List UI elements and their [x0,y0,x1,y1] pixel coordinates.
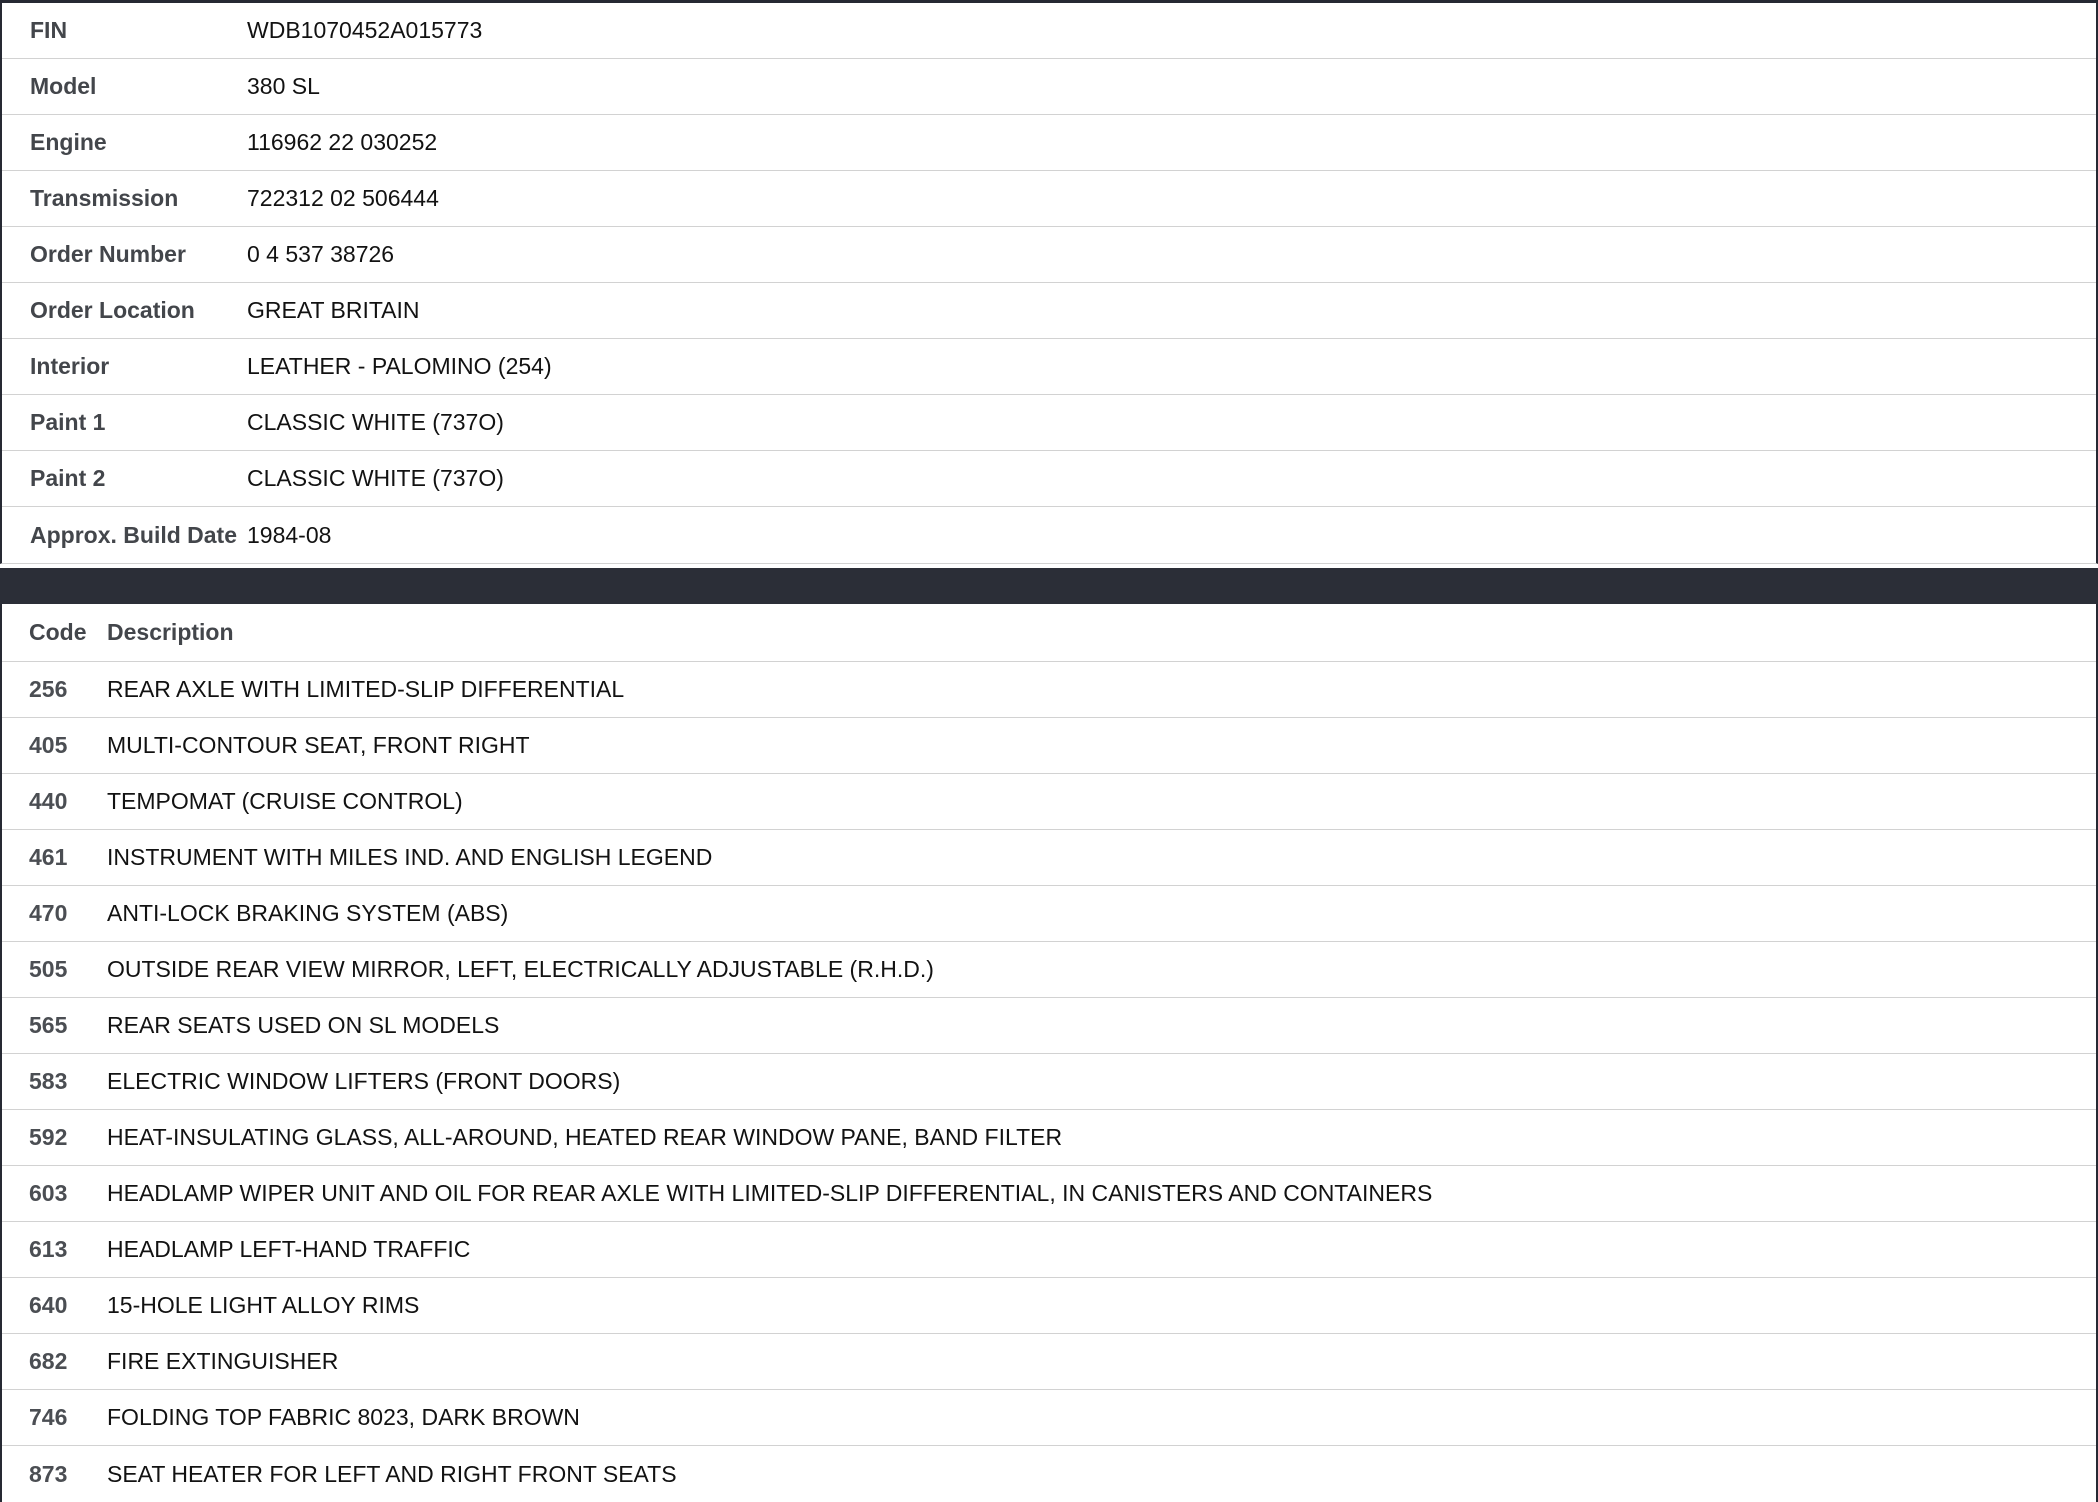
option-code: 565 [29,1012,68,1038]
option-code-row [2,998,2096,1054]
option-code-row [2,1278,2096,1334]
info-row-label: Engine [30,129,107,155]
option-code-row [2,1334,2096,1390]
info-row [2,115,2096,171]
option-code: 613 [29,1236,68,1262]
option-code-row [2,942,2096,998]
code-column-header: Code [29,619,87,645]
option-description: HEAT-INSULATING GLASS, ALL-AROUND, HEATED REAR WINDOW PANE, BAND FILTER [107,1124,1063,1150]
option-code: 583 [29,1068,68,1094]
info-row-label: Order Location [30,297,195,323]
info-row-label: FIN [30,17,68,43]
description-column-header: Description [107,619,234,645]
info-row-value: 1984-08 [247,521,332,548]
option-code: 603 [29,1180,68,1206]
option-description: OUTSIDE REAR VIEW MIRROR, LEFT, ELECTRICALLY ADJUSTABLE (R.H.D.) [107,956,934,982]
option-code-row [2,886,2096,942]
option-code: 256 [29,676,68,702]
option-description: HEADLAMP LEFT-HAND TRAFFIC [107,1236,471,1262]
info-row-label: Order Number [30,241,186,267]
option-code-row [2,718,2096,774]
option-description: HEADLAMP WIPER UNIT AND OIL FOR REAR AXLE WITH LIMITED-SLIP DIFFERENTIAL, IN CANISTERS AND CONTAINERS [107,1180,1433,1206]
info-row [2,451,2096,507]
info-row-label: Approx. Build Date [30,521,238,548]
option-code: 592 [29,1124,68,1150]
option-code: 461 [29,844,68,870]
info-row-label: Model [30,73,97,99]
info-row-label: Paint 2 [30,465,106,491]
option-code-row [2,1446,2096,1502]
info-row [2,59,2096,115]
option-code: 440 [29,788,68,814]
option-code: 505 [29,956,68,982]
info-row [2,227,2096,283]
info-row [2,395,2096,451]
option-description: SEAT HEATER FOR LEFT AND RIGHT FRONT SEATS [107,1460,677,1487]
option-code: 746 [29,1404,68,1430]
info-row-value: CLASSIC WHITE (737O) [247,409,504,435]
info-row-value: 722312 02 506444 [247,185,439,211]
option-codes-header-row [2,604,2096,662]
option-code: 470 [29,900,68,926]
info-row-value: 380 SL [247,73,320,99]
info-row-label: Interior [30,353,110,379]
info-row-value: WDB1070452A015773 [247,17,483,43]
option-code-row [2,1166,2096,1222]
option-description: REAR AXLE WITH LIMITED-SLIP DIFFERENTIAL [107,676,625,702]
option-description: INSTRUMENT WITH MILES IND. AND ENGLISH LEGEND [107,844,713,870]
info-row-value: 116962 22 030252 [247,129,438,155]
option-codes-table-body [2,662,2096,1502]
option-description: 15-HOLE LIGHT ALLOY RIMS [107,1292,420,1318]
vehicle-info-table [0,0,2098,564]
option-code-row [2,774,2096,830]
info-row-value: LEATHER - PALOMINO (254) [247,353,552,379]
option-description: FIRE EXTINGUISHER [107,1348,339,1374]
info-row [2,283,2096,339]
option-description: REAR SEATS USED ON SL MODELS [107,1012,500,1038]
option-code-row [2,1054,2096,1110]
info-row-label: Transmission [30,185,179,211]
info-row [2,3,2096,59]
info-row-label: Paint 1 [30,409,106,435]
option-code: 405 [29,732,68,758]
option-code: 640 [29,1292,68,1318]
info-row-value: 0 4 537 38726 [247,241,395,267]
info-row-value: CLASSIC WHITE (737O) [247,465,504,491]
option-code-row [2,1222,2096,1278]
info-row [2,507,2096,563]
option-description: MULTI-CONTOUR SEAT, FRONT RIGHT [107,732,530,758]
option-code: 873 [29,1460,68,1487]
option-code-row [2,1390,2096,1446]
option-code-row [2,1110,2096,1166]
option-description: FOLDING TOP FABRIC 8023, DARK BROWN [107,1404,580,1430]
option-description: ANTI-LOCK BRAKING SYSTEM (ABS) [107,900,509,926]
option-description: TEMPOMAT (CRUISE CONTROL) [107,788,463,814]
info-row [2,171,2096,227]
info-row-value: GREAT BRITAIN [247,297,420,323]
section-divider-bar [0,568,2098,604]
info-row [2,339,2096,395]
option-description: ELECTRIC WINDOW LIFTERS (FRONT DOORS) [107,1068,621,1094]
option-code: 682 [29,1348,68,1374]
option-code-row [2,662,2096,718]
option-codes-table [0,604,2098,1502]
option-code-row [2,830,2096,886]
